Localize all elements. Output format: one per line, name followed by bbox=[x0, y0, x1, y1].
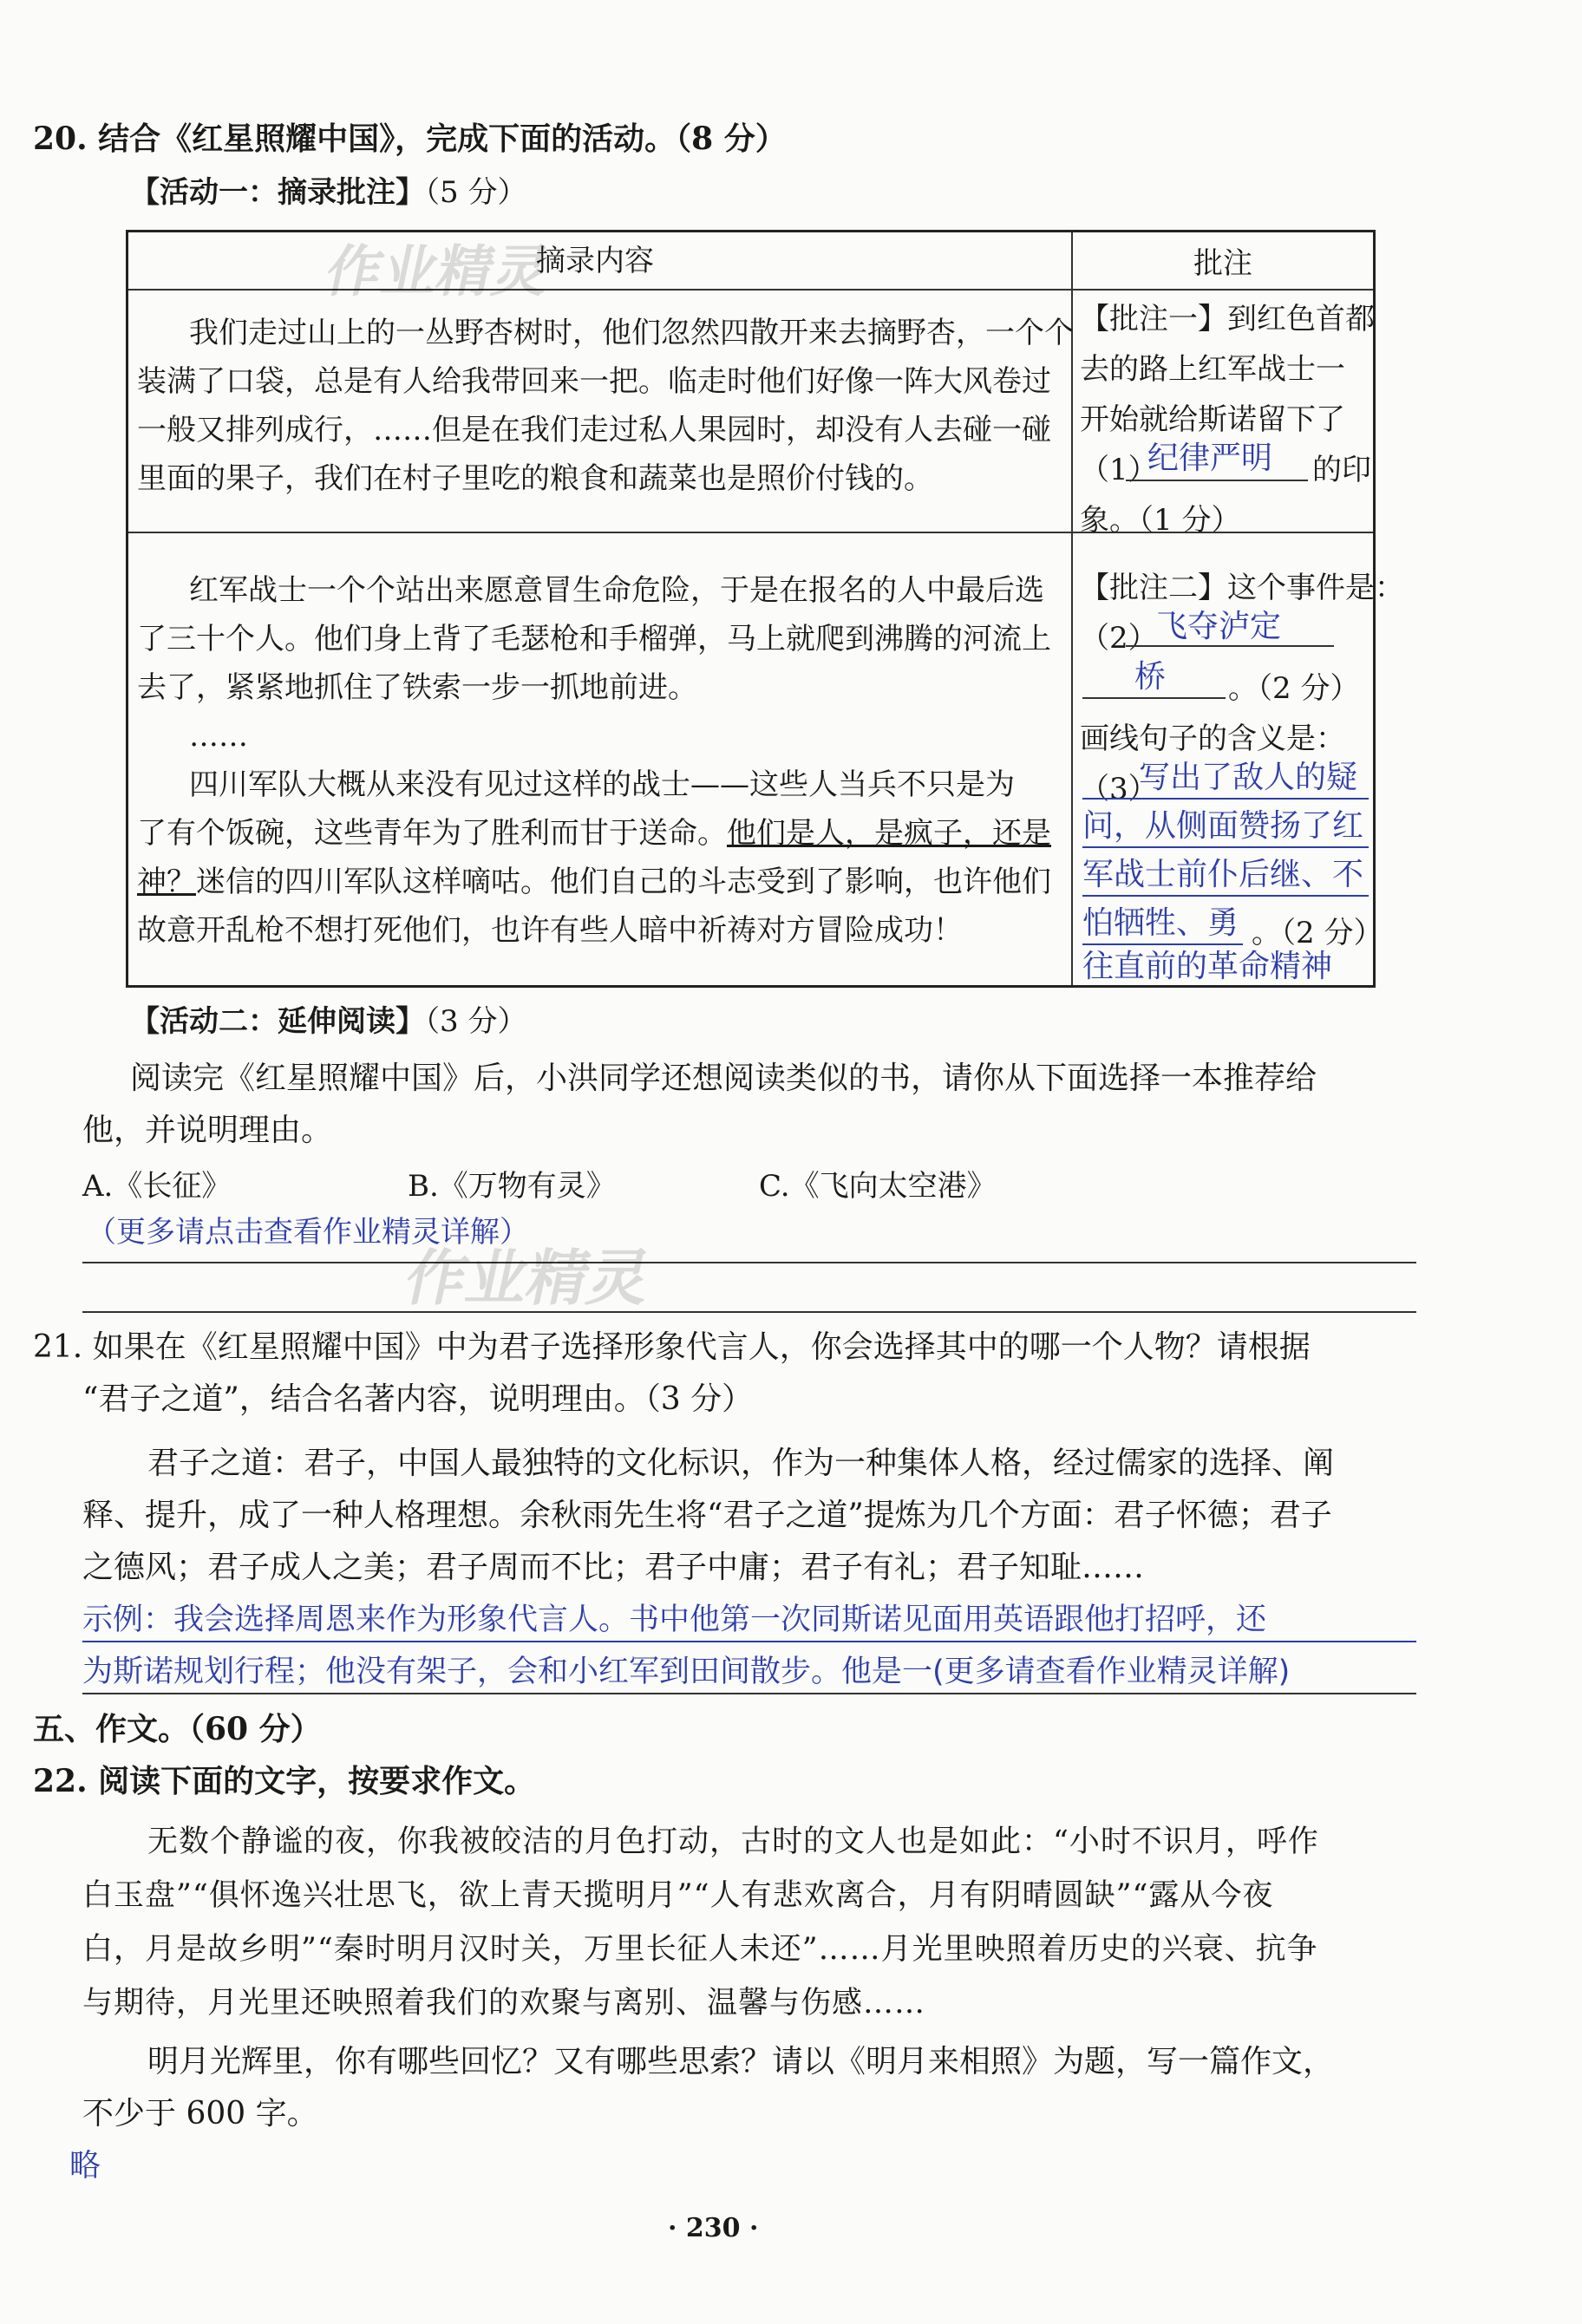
answer3-underline-1 bbox=[1082, 798, 1369, 800]
option-b: B.《万物有灵》 bbox=[408, 1169, 616, 1204]
row2-line-1: 红军战士一个个站出来愿意冒生命危险，于是在报名的人中最后选 bbox=[189, 573, 1044, 608]
activity2-text-2: 他，并说明理由。 bbox=[82, 1113, 333, 1148]
row2-note-score-3: 。（2 分） bbox=[1252, 916, 1383, 950]
q21-body-1: 君子之道：君子，中国人最独特的文化标识，作为一种集体人格，经过儒家的选择、阐 bbox=[147, 1446, 1335, 1481]
q21-title-1: 21. 如果在《红星照耀中国》中为君子选择形象代言人，你会选择其中的哪一个人物？请根据 bbox=[33, 1329, 1311, 1365]
answer-line-1 bbox=[82, 1262, 1416, 1263]
watermark-logo: 作业精灵 bbox=[319, 240, 556, 304]
row1-line-2: 装满了口袋，总是有人给我带回来一把。临走时他们好像一阵大风卷过 bbox=[137, 364, 1051, 399]
q22-body-5: 明月光辉里，你有哪些回忆？又有哪些思索？请以《明月来相照》为题，写一篇作文， bbox=[147, 2044, 1335, 2079]
excerpt-annotation-table bbox=[126, 230, 1404, 988]
q21-body-2: 释、提升，成了一种人格理想。余秋雨先生将“君子之道”提炼为几个方面：君子怀德；君子 bbox=[82, 1498, 1332, 1533]
row2-line-7 bbox=[137, 858, 1051, 906]
row1-note-line-1: 【批注一】到红色首都 bbox=[1080, 302, 1375, 336]
page-number: · 230 · bbox=[668, 2213, 759, 2243]
row2-line-6-text: 了有个饭碗，这些青年为了胜利而甘于送命。 bbox=[137, 816, 727, 851]
q22-body-1: 无数个静谧的夜，你我被皎洁的月色打动，古时的文人也是如此：“小时不识月，呼作 bbox=[147, 1825, 1319, 1859]
row2-line-2: 了三十个人。他们身上背了毛瑟枪和手榴弹，马上就爬到沸腾的河流上 bbox=[137, 622, 1051, 656]
underlined-sentence-part-1: 他们是人，是疯子，还是 bbox=[727, 816, 1051, 851]
row2-answer3-line-5: 往直前的革命精神 bbox=[1082, 949, 1333, 984]
row2-answer3-line-1: 写出了敌人的疑 bbox=[1139, 760, 1358, 795]
q22-body-2: 白玉盘”“俱怀逸兴壮思飞，欲上青天揽明月”“人有悲欢离合，月有阴晴圆缺”“露从今夜 bbox=[82, 1878, 1274, 1913]
header-excerpt: 摘录内容 bbox=[536, 244, 654, 278]
row1-note-line-3: 开始就给斯诺留下了 bbox=[1080, 402, 1345, 437]
row1-note-end: 象。（1 分） bbox=[1080, 503, 1241, 538]
activity2-answer-link[interactable]: （更多请点击查看作业精灵详解） bbox=[87, 1215, 529, 1250]
answer-line-2 bbox=[82, 1311, 1416, 1313]
option-a: A.《长征》 bbox=[82, 1169, 232, 1204]
activity1-heading bbox=[130, 168, 526, 217]
activity1-label: 【活动一：摘录批注】 bbox=[130, 175, 425, 210]
answer3-underline-2 bbox=[1082, 846, 1369, 848]
row2-note-prefix-3: （3） bbox=[1080, 772, 1158, 806]
row2-ellipsis: …… bbox=[189, 719, 248, 754]
row2-note-prefix: （2） bbox=[1080, 621, 1158, 656]
row1-note-prefix: （1） bbox=[1080, 453, 1158, 487]
row1-answer: 纪律严明 bbox=[1147, 441, 1273, 476]
row2-line-6 bbox=[137, 809, 1051, 858]
section5-title: 五、作文。（60 分） bbox=[33, 1711, 322, 1747]
activity1-score: （5 分） bbox=[425, 175, 527, 210]
activity2-score: （3 分） bbox=[425, 1004, 527, 1039]
q22-body-4: 与期待，月光里还映照着我们的欢聚与离别、温馨与伤感…… bbox=[82, 1986, 926, 2020]
header-note: 批注 bbox=[1193, 246, 1252, 281]
q22-body-3: 白，月是故乡明”“秦时明月汉时关，万里长征人未还”……月光里映照着历史的兴衰、抗争 bbox=[82, 1932, 1318, 1967]
row1-note-line-2: 去的路上红军战士一 bbox=[1080, 352, 1345, 387]
q21-answer-underline-1 bbox=[82, 1641, 1416, 1642]
row1-note-suffix: 的印 bbox=[1312, 453, 1371, 487]
row2-line-5: 四川军队大概从来没有见过这样的战士——这些人当兵不只是为 bbox=[189, 767, 1015, 802]
row2-note-score: 。（2 分） bbox=[1228, 671, 1360, 706]
table-header-divider bbox=[128, 289, 1373, 290]
row1-answer-blank bbox=[1126, 480, 1308, 481]
row1-line-4: 里面的果子，我们在村子里吃的粮食和蔬菜也是照价付钱的。 bbox=[137, 461, 933, 496]
activity2-label: 【活动二：延伸阅读】 bbox=[130, 1004, 425, 1039]
q21-body-3: 之德风；君子成人之美；君子周而不比；君子中庸；君子有礼；君子知耻…… bbox=[82, 1550, 1145, 1585]
row2-answer3-line-2: 问，从侧面赞扬了红 bbox=[1082, 808, 1364, 844]
underlined-sentence-part-2: 神？ bbox=[137, 865, 196, 899]
row2-answer-blank-2 bbox=[1082, 697, 1226, 699]
option-c: C.《飞向太空港》 bbox=[759, 1169, 997, 1204]
row2-line-3: 去了，紧紧地抓住了铁索一步一抓地前进。 bbox=[137, 670, 697, 705]
row1-line-3: 一般又排列成行，……但是在我们走过私人果园时，却没有人去碰一碰 bbox=[137, 413, 1051, 447]
answer3-underline-4 bbox=[1082, 943, 1243, 945]
row2-line-8: 故意开乱枪不想打死他们，也许有些人暗中祈祷对方冒险成功！ bbox=[137, 913, 963, 948]
q21-title-2: “君子之道”，结合名著内容，说明理由。（3 分） bbox=[82, 1381, 754, 1417]
q22-answer: 略 bbox=[69, 2148, 101, 2184]
activity2-text-1: 阅读完《红星照耀中国》后，小洪同学还想阅读类似的书，请你从下面选择一本推荐给 bbox=[130, 1061, 1317, 1096]
row2-answer-blank-1 bbox=[1126, 645, 1334, 647]
row2-line-7-text: 迷信的四川军队这样嘀咕。他们自己的斗志受到了影响，也许他们 bbox=[196, 865, 1051, 899]
row2-note-line-3: 画线句子的含义是： bbox=[1080, 721, 1345, 756]
q21-answer-underline-2 bbox=[82, 1693, 1416, 1694]
q22-body-6: 不少于 600 字。 bbox=[82, 2096, 318, 2131]
q20-title: 20. 结合《红星照耀中国》，完成下面的活动。（8 分） bbox=[33, 121, 787, 157]
row2-answer-b: 桥 bbox=[1134, 659, 1167, 695]
row1-line-1: 我们走过山上的一丛野杏树时，他们忽然四散开来去摘野杏，一个个 bbox=[189, 316, 1074, 350]
row2-answer-a: 飞夺泸定 bbox=[1156, 609, 1282, 644]
row2-answer3-line-4: 怕牺牲、勇 bbox=[1082, 905, 1239, 941]
q22-title: 22. 阅读下面的文字，按要求作文。 bbox=[33, 1763, 536, 1799]
activity2-heading bbox=[130, 997, 526, 1046]
answer3-underline-3 bbox=[1082, 895, 1369, 897]
watermark-logo-2: 作业精灵 bbox=[399, 1243, 657, 1314]
q21-answer-2[interactable]: 为斯诺规划行程；他没有架子，会和小红军到田间散步。他是一(更多请查看作业精灵详解) bbox=[82, 1655, 1291, 1689]
q21-answer-1: 示例：我会选择周恩来作为形象代言人。书中他第一次同斯诺见面用英语跟他打招呼，还 bbox=[82, 1603, 1267, 1637]
row2-note-line-1: 【批注二】这个事件是： bbox=[1080, 571, 1404, 605]
row2-answer3-line-3: 军战士前仆后继、不 bbox=[1082, 857, 1364, 892]
